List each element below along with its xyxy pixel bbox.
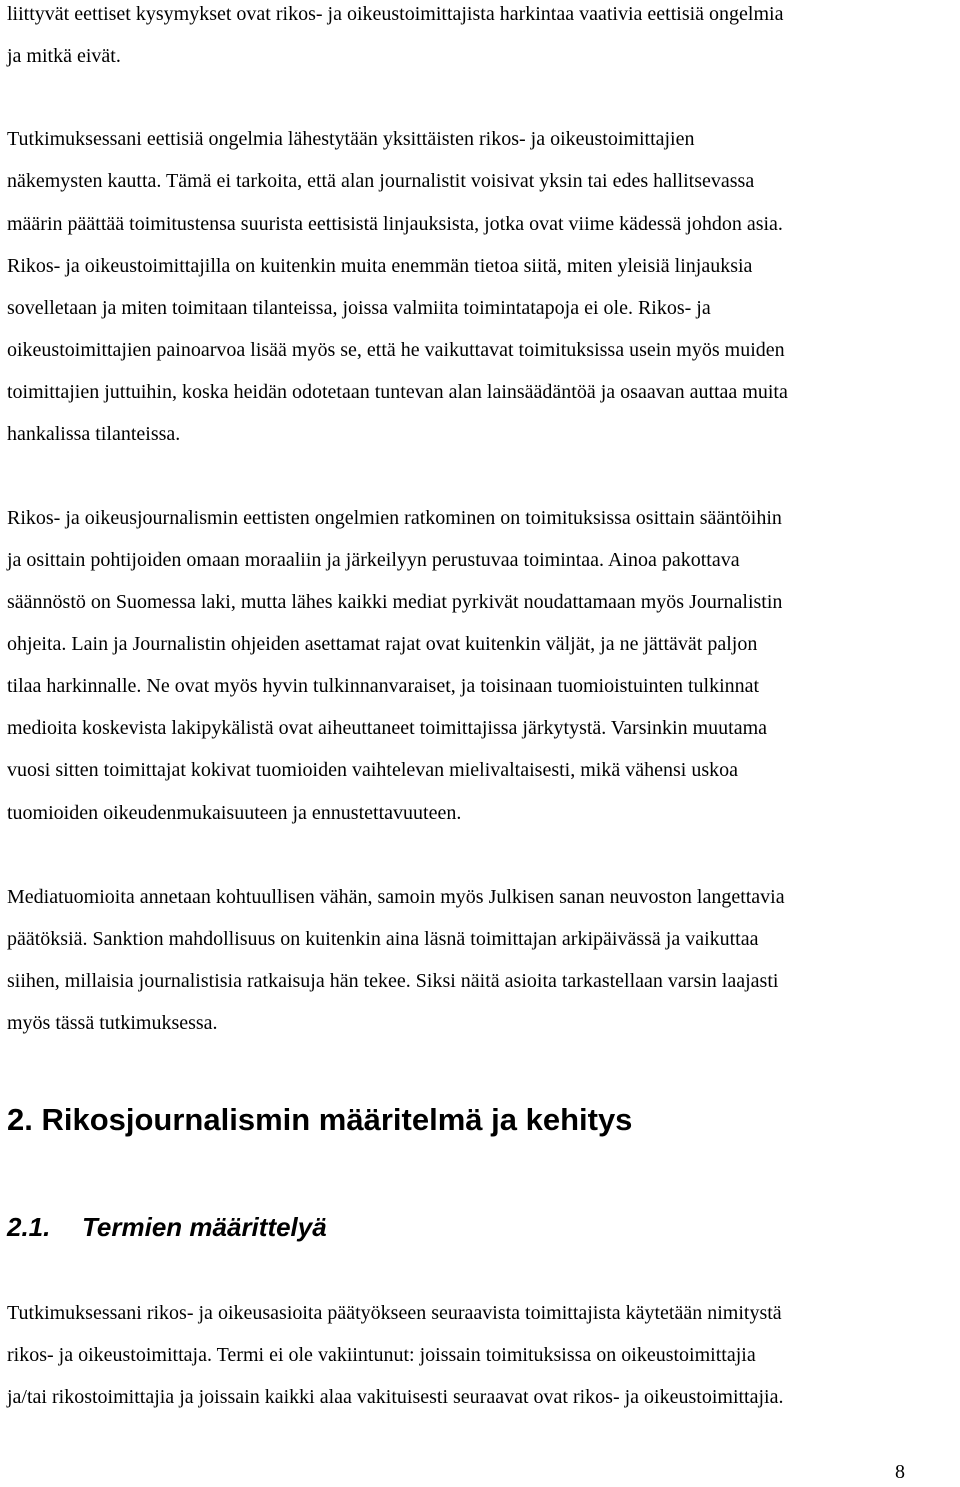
text-line: näkemysten kautta. Tämä ei tarkoita, että alan journalistit voisivat yksin tai edes hallitsevassa bbox=[7, 170, 755, 192]
text-line: oikeustoimittajien painoarvoa lisää myös se, että he vaikuttavat toimituksissa usein myös muiden bbox=[7, 339, 785, 361]
text-line: määrin päättää toimitustensa suurista eettisistä linjauksista, jotka ovat viime kädessä johdon asia. bbox=[7, 213, 783, 235]
text-line: myös tässä tutkimuksessa. bbox=[7, 1012, 218, 1034]
section-title: Termien määrittelyä bbox=[82, 1212, 327, 1242]
text-line: säännöstö on Suomessa laki, mutta lähes kaikki mediat pyrkivät noudattamaan myös Journalistin bbox=[7, 591, 783, 613]
section-heading bbox=[7, 1207, 327, 1247]
text-line: medioita koskevista lakipykälistä ovat aiheuttaneet toimittajissa järkytystä. Varsinkin muutama bbox=[7, 717, 768, 739]
chapter-heading: 2. Rikosjournalismin määritelmä ja kehitys bbox=[7, 1102, 633, 1137]
text-line: toimittajien juttuihin, koska heidän odotetaan tuntevan alan lainsäädäntöä ja osaavan auttaa muita bbox=[7, 381, 788, 403]
text-line: vuosi sitten toimittajat kokivat tuomioiden vaihtelevan mielivaltaisesti, mikä vähensi uskoa bbox=[7, 759, 738, 781]
text-line: hankalissa tilanteissa. bbox=[7, 423, 181, 445]
text-line: ja/tai rikostoimittajia ja joissain kaikki alaa vakituisesti seuraavat ovat rikos- ja oikeustoimittajia. bbox=[7, 1386, 784, 1408]
text-line: ohjeita. Lain ja Journalistin ohjeiden asettamat rajat ovat kuitenkin väljät, ja ne jättävät paljon bbox=[7, 633, 758, 655]
text-line: Mediatuomioita annetaan kohtuullisen vähän, samoin myös Julkisen sanan neuvoston langettavia bbox=[7, 886, 785, 908]
text-line: päätöksiä. Sanktion mahdollisuus on kuitenkin aina läsnä toimittajan arkipäivässä ja vaikuttaa bbox=[7, 928, 759, 950]
text-line: tilaa harkinnalle. Ne ovat myös hyvin tulkinnanvaraiset, ja toisinaan tuomioistuinten tulkinnat bbox=[7, 675, 760, 697]
text-line: Rikos- ja oikeusjournalismin eettisten ongelmien ratkominen on toimituksissa osittain sääntöihin bbox=[7, 507, 782, 529]
text-line: Rikos- ja oikeustoimittajilla on kuitenkin muita enemmän tietoa siitä, miten yleisiä linjauksia bbox=[7, 255, 753, 277]
page-number: 8 bbox=[895, 1461, 905, 1483]
text-line: liittyvät eettiset kysymykset ovat rikos- ja oikeustoimittajista harkintaa vaativia eettisiä ongelmia bbox=[7, 3, 784, 25]
text-line: Tutkimuksessani eettisiä ongelmia lähestytään yksittäisten rikos- ja oikeustoimittajien bbox=[7, 128, 695, 150]
text-line: ja osittain pohtijoiden omaan moraaliin ja järkeilyyn perustuvaa toimintaa. Ainoa pakottava bbox=[7, 549, 740, 571]
text-line: siihen, millaisia journalistisia ratkaisuja hän tekee. Siksi näitä asioita tarkastellaan varsin laajasti bbox=[7, 970, 779, 992]
text-line: ja mitkä eivät. bbox=[7, 45, 121, 67]
section-number: 2.1. bbox=[7, 1212, 51, 1242]
text-line: tuomioiden oikeudenmukaisuuteen ja ennustettavuuteen. bbox=[7, 802, 462, 824]
text-line: rikos- ja oikeustoimittaja. Termi ei ole vakiintunut: joissain toimituksissa on oikeustoimittajia bbox=[7, 1344, 756, 1366]
text-line: sovelletaan ja miten toimitaan tilanteissa, joissa valmiita toimintatapoja ei ole. Rikos- ja bbox=[7, 297, 711, 319]
text-line: Tutkimuksessani rikos- ja oikeusasioita päätyökseen seuraavista toimittajista käytetään nimitystä bbox=[7, 1302, 782, 1324]
